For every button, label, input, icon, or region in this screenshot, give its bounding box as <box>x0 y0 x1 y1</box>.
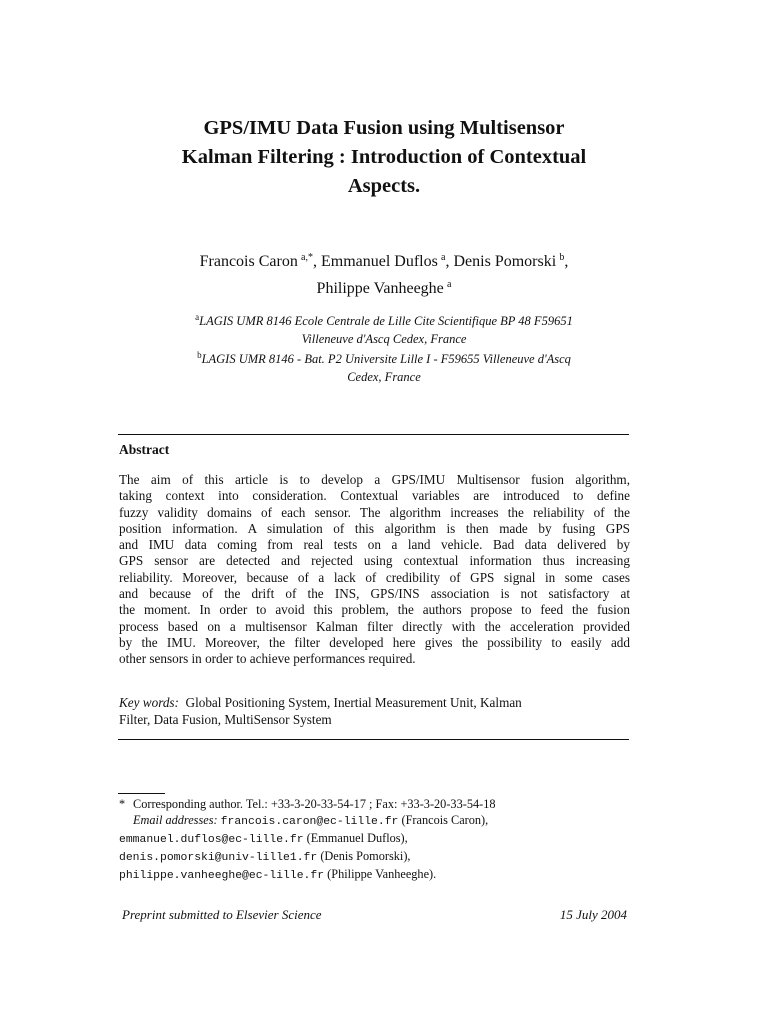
footnote-email-line <box>119 830 630 848</box>
author-affil-mark: a <box>446 279 452 290</box>
abstract-line: and IMU data coming from real tests on a land vehicle. Bad data delivered by <box>119 537 630 553</box>
email-owner: (Emmanuel Duflos), <box>306 831 408 845</box>
abstract-line: GPS sensor are detected and rejected using contextual information thus increasing <box>119 553 630 569</box>
affiliation-text: LAGIS UMR 8146 - Bat. P2 Universite Lille I - F59655 Villeneuve d'Ascq <box>201 352 571 366</box>
keywords-label: Key words: <box>119 695 179 710</box>
author-affil-mark: b <box>559 252 565 263</box>
corresponding-author-text: Corresponding author. Tel.: +33-3-20-33-54-17 ; Fax: +33-3-20-33-54-18 <box>133 797 496 811</box>
footnote-email-line <box>119 866 630 884</box>
title-line: Aspects. <box>347 175 421 197</box>
abstract-heading: Abstract <box>119 442 170 457</box>
author-affil-mark: a,* <box>301 252 313 263</box>
email-link[interactable]: denis.pomorski@univ-lille1.fr <box>119 852 318 864</box>
affiliation-line <box>100 308 668 330</box>
title-line: GPS/IMU Data Fusion using Multisensor <box>203 117 565 139</box>
keywords-line-2: Filter, Data Fusion, MultiSensor System <box>119 711 332 727</box>
affiliation-mark: b <box>197 350 202 360</box>
author-affil-mark: a <box>441 252 446 263</box>
affiliation-line <box>100 346 668 368</box>
affiliation-text: LAGIS UMR 8146 Ecole Centrale de Lille Cite Scientifique BP 48 F59651 <box>199 314 573 328</box>
preprint-date: 15 July 2004 <box>559 907 627 922</box>
email-owner: (Francois Caron), <box>401 813 489 827</box>
author-name: Denis Pomorski <box>453 253 557 270</box>
affiliation-a <box>100 308 668 348</box>
keywords-line-1 <box>119 695 630 712</box>
abstract-body <box>119 472 630 668</box>
affiliation-line: Cedex, France <box>347 370 421 384</box>
abstract-line: and because of the drift of the INS, GPS/INS association is not satisfactory at <box>119 586 630 602</box>
email-label: Email addresses: <box>133 813 218 827</box>
paper-title <box>84 114 684 201</box>
email-owner: (Philippe Vanheeghe). <box>327 867 437 881</box>
abstract-line: taking context into consideration. Contextual variables are introduced to define <box>119 488 630 504</box>
abstract-line: reliability. Moreover, because of a lack of credibility of GPS signal in some cases <box>119 569 630 585</box>
author-line-1: Francois Caron $^{a,*}$, Emmanuel Duflos $^a$, Denis Pomorski $^b$, <box>199 252 569 270</box>
author-name: Emmanuel Duflos <box>320 253 438 270</box>
author-line-2 <box>100 273 668 300</box>
affiliation-b <box>100 346 668 386</box>
author-list <box>100 246 668 300</box>
abstract-line: position information. A simulation of this algorithm is then made by fusing GPS <box>119 520 630 536</box>
email-link[interactable]: francois.caron@ec-lille.fr <box>220 816 399 828</box>
abstract-line: fuzzy validity domains of each sensor. The algorithm increases the reliability of the <box>119 504 630 520</box>
footnote-corresponding-line <box>119 796 630 812</box>
footnote-rule <box>118 793 165 794</box>
abstract-line: The aim of this article is to develop a GPS/IMU Multisensor fusion algorithm, <box>119 472 630 487</box>
keywords <box>119 695 630 728</box>
abstract-top-rule <box>118 434 629 435</box>
title-line: Kalman Filtering : Introduction of Contextual <box>181 146 587 168</box>
footnote-email-line <box>119 812 630 830</box>
affiliation-line: Villeneuve d'Ascq Cedex, France <box>301 332 467 346</box>
abstract-line: process based on a multisensor Kalman filter directly with the acceleration provided <box>119 618 630 634</box>
affiliation-mark: a <box>195 312 200 322</box>
abstract-line: other sensors in order to achieve performances required. <box>119 651 416 667</box>
email-owner: (Denis Pomorski), <box>320 849 411 863</box>
email-link[interactable]: philippe.vanheeghe@ec-lille.fr <box>119 870 325 882</box>
footnote-email-line <box>119 848 630 866</box>
abstract-line: by the IMU. Moreover, the filter developed here gives the possibility to easily add <box>119 634 630 650</box>
author-name: Francois Caron <box>199 253 298 270</box>
abstract-bottom-rule <box>118 739 629 740</box>
email-link[interactable]: emmanuel.duflos@ec-lille.fr <box>119 834 304 846</box>
keywords-text: Global Positioning System, Inertial Measurement Unit, Kalman <box>185 695 522 710</box>
preprint-note: Preprint submitted to Elsevier Science <box>122 907 322 922</box>
author-name: Philippe Vanheeghe <box>316 280 444 297</box>
abstract-line: the moment. In order to avoid this problem, the authors propose to feed the fusion <box>119 602 630 618</box>
footnote <box>119 796 630 884</box>
footnote-star: * <box>119 797 126 811</box>
